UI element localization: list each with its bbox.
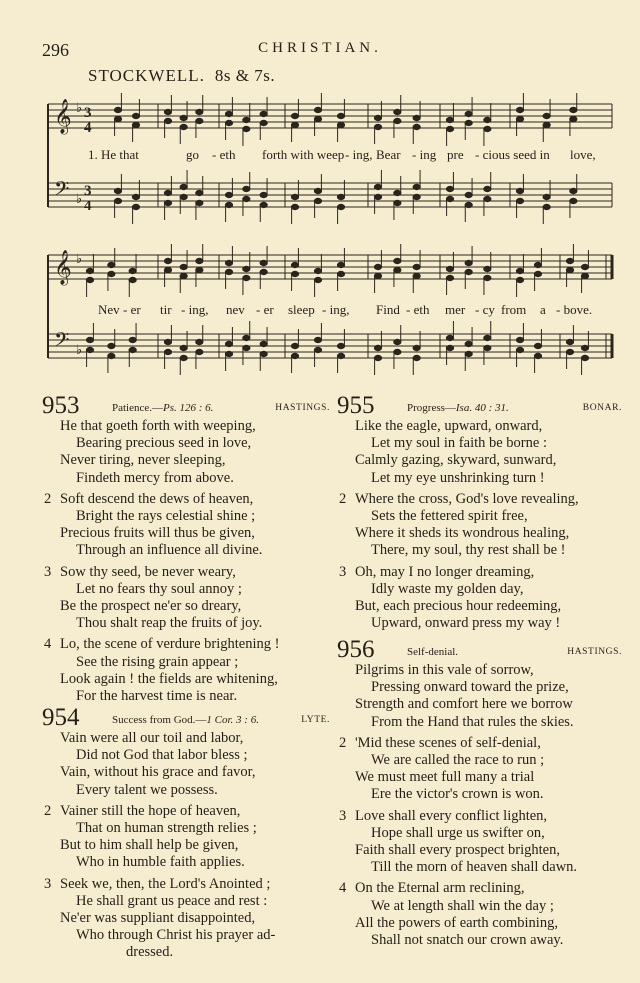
verse-line: Let no fears thy soul annoy ; bbox=[76, 580, 242, 597]
treble-clef: 𝄞 bbox=[54, 250, 72, 285]
hymn-number: 954 bbox=[42, 704, 80, 731]
verse-line: Vainer still the hope of heaven, bbox=[60, 802, 241, 819]
verse-line: Upward, onward press my way ! bbox=[371, 615, 561, 632]
note-head bbox=[243, 335, 250, 340]
verse-line: Idly waste my golden day, bbox=[371, 580, 524, 597]
lyric-syllable: - ing, bbox=[322, 302, 350, 317]
note-head bbox=[291, 194, 298, 199]
verse-line: We must meet full many a trial bbox=[355, 769, 535, 786]
note-head bbox=[581, 273, 588, 278]
verse-line: Findeth mercy from above. bbox=[76, 469, 234, 486]
note-head bbox=[394, 258, 401, 263]
lyric-syllable: tir bbox=[160, 302, 172, 317]
note-head bbox=[291, 204, 298, 209]
verse-line: Look again ! the fields are whitening, bbox=[60, 670, 278, 687]
verse-line: dressed. bbox=[126, 944, 174, 961]
verse-line: There, my soul, thy rest shall be ! bbox=[371, 542, 566, 559]
note-head bbox=[314, 116, 321, 121]
lyric-syllable: - ing, bbox=[345, 147, 373, 162]
verse-line: Seek we, then, the Lord's Anointed ; bbox=[60, 875, 271, 892]
note-head bbox=[243, 196, 250, 201]
note-head bbox=[516, 116, 523, 121]
verse-line: Ere the victor's crown is won. bbox=[371, 786, 544, 803]
lyric-syllable: - eth bbox=[406, 302, 430, 317]
verse-line: For the harvest time is near. bbox=[76, 688, 238, 704]
note-head bbox=[337, 262, 344, 267]
note-head bbox=[413, 345, 420, 350]
verse-line: But to him shall help be given, bbox=[60, 837, 239, 854]
note-head bbox=[484, 186, 491, 191]
lyric-syllable: mer bbox=[445, 302, 466, 317]
lyric-syllable: sleep bbox=[288, 302, 315, 317]
note-head bbox=[570, 198, 577, 203]
verse-line: Let my soul in faith be borne : bbox=[371, 435, 547, 452]
lyric-syllable: - bove. bbox=[556, 302, 593, 317]
hymn-author: LYTE. bbox=[301, 715, 330, 725]
note-head bbox=[534, 353, 541, 358]
note-head bbox=[394, 349, 401, 354]
note-head bbox=[225, 120, 232, 125]
note-head bbox=[394, 339, 401, 344]
hymn-number: 955 bbox=[337, 392, 375, 419]
tune-name: STOCKWELL. bbox=[88, 66, 205, 85]
note-head bbox=[374, 273, 381, 278]
note-head bbox=[129, 337, 136, 342]
hymn-author: HASTINGS. bbox=[275, 403, 330, 413]
note-head bbox=[516, 337, 523, 342]
note-head bbox=[337, 353, 344, 358]
note-head bbox=[314, 337, 321, 342]
verse-line: Soft descend the dews of heaven, bbox=[60, 490, 254, 507]
verse-line: All the powers of earth combining, bbox=[355, 914, 558, 931]
note-head bbox=[86, 337, 93, 342]
note-head bbox=[374, 124, 381, 129]
note-head bbox=[413, 264, 420, 269]
note-head bbox=[260, 269, 267, 274]
note-head bbox=[446, 275, 453, 280]
note-head bbox=[337, 122, 344, 127]
verse-line: Who in humble faith applies. bbox=[76, 854, 245, 871]
note-head bbox=[394, 118, 401, 123]
note-head bbox=[291, 122, 298, 127]
note-head bbox=[534, 262, 541, 267]
note-head bbox=[374, 345, 381, 350]
lyric-syllable: love, bbox=[570, 147, 596, 162]
note-head bbox=[484, 335, 491, 340]
note-head bbox=[413, 124, 420, 129]
lyric-syllable: forth with weep bbox=[262, 147, 345, 162]
verse-line: Be the prospect ne'er so dreary, bbox=[60, 598, 242, 614]
note-head bbox=[225, 269, 232, 274]
note-head bbox=[164, 267, 171, 272]
note-head bbox=[374, 184, 381, 189]
note-head bbox=[484, 117, 491, 122]
note-head bbox=[114, 198, 121, 203]
note-head bbox=[243, 345, 250, 350]
note-head bbox=[465, 192, 472, 197]
note-head bbox=[196, 109, 203, 114]
note-head bbox=[516, 277, 523, 282]
note-head bbox=[164, 258, 171, 263]
verse-line: That on human strength relies ; bbox=[76, 820, 257, 836]
note-head bbox=[465, 120, 472, 125]
note-head bbox=[534, 271, 541, 276]
note-head bbox=[86, 347, 93, 352]
hymn-author: BONAR. bbox=[582, 403, 622, 413]
verse-line: Precious fruits will thus be given, bbox=[60, 525, 255, 542]
verse-line: Did not God that labor bless ; bbox=[76, 747, 248, 764]
verse-number: 3 bbox=[44, 563, 52, 580]
note-head bbox=[465, 260, 472, 265]
note-head bbox=[291, 113, 298, 118]
lyric-syllable: go bbox=[186, 147, 199, 162]
verse-number: 3 bbox=[339, 563, 347, 580]
lyric-syllable: pre bbox=[447, 147, 464, 162]
note-head bbox=[484, 266, 491, 271]
note-head bbox=[413, 115, 420, 120]
flat-sign: ♭ bbox=[76, 191, 83, 206]
note-head bbox=[374, 194, 381, 199]
note-head bbox=[581, 355, 588, 360]
verse-number: 2 bbox=[339, 490, 347, 507]
verse-line: Like the eagle, upward, onward, bbox=[355, 418, 543, 434]
note-head bbox=[225, 351, 232, 356]
note-head bbox=[465, 111, 472, 116]
verse-line: Lo, the scene of verdure brightening ! bbox=[60, 636, 280, 653]
verse-line: Till the morn of heaven shall dawn. bbox=[371, 859, 578, 876]
hymn-topic: Self-denial. bbox=[407, 646, 459, 658]
lyric-syllable: - er bbox=[256, 302, 274, 317]
note-head bbox=[164, 109, 171, 114]
note-head bbox=[132, 204, 139, 209]
note-head bbox=[225, 260, 232, 265]
note-head bbox=[413, 355, 420, 360]
verse-line: He that goeth forth with weeping, bbox=[60, 418, 256, 434]
verse-line: Hope shall urge us swifter on, bbox=[371, 824, 545, 841]
note-head bbox=[516, 268, 523, 273]
note-head bbox=[446, 335, 453, 340]
note-head bbox=[484, 126, 491, 131]
hymn-topic: Progress— bbox=[407, 402, 456, 414]
note-head bbox=[314, 347, 321, 352]
note-head bbox=[108, 343, 115, 348]
note-head bbox=[516, 188, 523, 193]
flat-sign: ♭ bbox=[76, 100, 83, 115]
verse-line: Through an influence all divine. bbox=[76, 542, 263, 559]
verse-line: See the rising grain appear ; bbox=[76, 653, 239, 670]
lyric-syllable: - ing, bbox=[181, 302, 209, 317]
verse-line: Thou shalt reap the fruits of joy. bbox=[76, 615, 263, 632]
note-head bbox=[566, 349, 573, 354]
note-head bbox=[260, 111, 267, 116]
note-head bbox=[86, 277, 93, 282]
hymn-title bbox=[407, 402, 509, 414]
note-head bbox=[164, 339, 171, 344]
hymn-topic: Patience.— bbox=[112, 402, 164, 414]
note-head bbox=[243, 275, 250, 280]
note-head bbox=[465, 351, 472, 356]
bass-clef: 𝄢 bbox=[54, 328, 70, 356]
time-signature-bottom: 4 bbox=[84, 198, 92, 214]
flat-sign: ♭ bbox=[76, 251, 83, 266]
note-head bbox=[484, 345, 491, 350]
note-head bbox=[196, 349, 203, 354]
verse-line: We are called the race to run ; bbox=[371, 752, 545, 768]
note-head bbox=[180, 184, 187, 189]
note-head bbox=[225, 341, 232, 346]
note-head bbox=[114, 116, 121, 121]
verse-line: Strength and comfort here we borrow bbox=[355, 696, 573, 713]
note-head bbox=[291, 262, 298, 267]
note-head bbox=[225, 202, 232, 207]
note-head bbox=[260, 260, 267, 265]
note-head bbox=[180, 115, 187, 120]
note-head bbox=[164, 118, 171, 123]
verse-line: Pressing onward toward the prize, bbox=[371, 679, 569, 696]
verse-line: Love shall every conflict lighten, bbox=[355, 807, 548, 824]
note-head bbox=[196, 258, 203, 263]
time-signature-top: 3 bbox=[84, 105, 92, 121]
note-head bbox=[196, 339, 203, 344]
lyric-syllable: Find bbox=[376, 302, 400, 317]
verse-line: Let my eye unshrinking turn ! bbox=[371, 469, 545, 486]
note-head bbox=[291, 353, 298, 358]
verse-number: 4 bbox=[339, 880, 347, 897]
note-head bbox=[291, 343, 298, 348]
note-head bbox=[581, 345, 588, 350]
hymn-number: 953 bbox=[42, 392, 80, 419]
lyric-syllable: from bbox=[501, 302, 527, 317]
lyric-syllable: Bear bbox=[376, 147, 401, 162]
tune-meter: 8s & 7s. bbox=[214, 66, 276, 85]
note-head bbox=[337, 204, 344, 209]
note-head bbox=[260, 351, 267, 356]
page-number: 296 bbox=[42, 40, 69, 60]
note-head bbox=[114, 107, 121, 112]
note-head bbox=[314, 198, 321, 203]
verse-line: Bearing precious seed in love, bbox=[76, 435, 252, 452]
verse-line: Bright the rays celestial shine ; bbox=[76, 508, 256, 524]
verse-line: Pilgrims in this vale of sorrow, bbox=[355, 662, 534, 678]
note-head bbox=[534, 343, 541, 348]
verse-line: Calmly gazing, skyward, sunward, bbox=[355, 452, 557, 469]
note-head bbox=[570, 116, 577, 121]
verse-number: 3 bbox=[44, 875, 52, 892]
note-head bbox=[446, 186, 453, 191]
note-head bbox=[465, 202, 472, 207]
note-head bbox=[394, 109, 401, 114]
note-head bbox=[196, 267, 203, 272]
lyric-syllable: - eth bbox=[212, 147, 236, 162]
verse-line: Vain were all our toil and labor, bbox=[60, 730, 244, 746]
verse-line: From the Hand that rules the skies. bbox=[371, 713, 574, 730]
note-head bbox=[374, 115, 381, 120]
verse-number: 2 bbox=[44, 490, 52, 507]
verse-line: But, each precious hour redeeming, bbox=[355, 598, 562, 614]
hymn-title bbox=[112, 402, 213, 414]
note-head bbox=[413, 194, 420, 199]
note-head bbox=[243, 266, 250, 271]
note-head bbox=[337, 343, 344, 348]
hymn-scripture-ref: 1 Cor. 3 : 6. bbox=[206, 714, 259, 726]
note-head bbox=[225, 192, 232, 197]
note-head bbox=[465, 269, 472, 274]
note-head bbox=[446, 345, 453, 350]
verse-line: Who through Christ his prayer ad- bbox=[76, 927, 276, 944]
note-head bbox=[260, 120, 267, 125]
verse-line: Every talent we possess. bbox=[76, 781, 218, 798]
verse-line: We at length shall win the day ; bbox=[371, 897, 554, 914]
note-head bbox=[260, 341, 267, 346]
note-head bbox=[291, 271, 298, 276]
verse-number: 2 bbox=[44, 802, 52, 819]
verse-line: Shall not snatch our crown away. bbox=[371, 932, 564, 948]
hymn-scripture-ref: Isa. 40 : 31. bbox=[455, 402, 509, 414]
hymn-title bbox=[112, 714, 259, 726]
verse-number: 3 bbox=[339, 807, 347, 824]
note-head bbox=[196, 118, 203, 123]
hymn-author: HASTINGS. bbox=[567, 647, 622, 657]
note-head bbox=[394, 200, 401, 205]
note-head bbox=[164, 200, 171, 205]
note-head bbox=[570, 107, 577, 112]
note-head bbox=[446, 196, 453, 201]
note-head bbox=[570, 188, 577, 193]
lyric-syllable: Nev bbox=[98, 302, 120, 317]
note-head bbox=[446, 117, 453, 122]
flat-sign: ♭ bbox=[76, 342, 83, 357]
note-head bbox=[180, 355, 187, 360]
hymn-scripture-ref: Ps. 126 : 6. bbox=[163, 402, 214, 414]
hymn-topic: Success from God.— bbox=[112, 714, 207, 726]
hymn-number: 956 bbox=[337, 636, 375, 663]
note-head bbox=[108, 353, 115, 358]
note-head bbox=[180, 124, 187, 129]
lyric-syllable: a bbox=[540, 302, 546, 317]
note-head bbox=[260, 192, 267, 197]
verse-number: 2 bbox=[339, 734, 347, 751]
hymn-title bbox=[407, 646, 458, 658]
verse-line: Faith shall every prospect brighten, bbox=[355, 842, 560, 858]
music-score bbox=[0, 0, 640, 380]
note-head bbox=[413, 184, 420, 189]
verse-line: Sow thy seed, be never weary, bbox=[60, 563, 236, 580]
verse-line: 'Mid these scenes of self-denial, bbox=[355, 734, 541, 751]
note-head bbox=[196, 190, 203, 195]
note-head bbox=[446, 266, 453, 271]
note-head bbox=[180, 273, 187, 278]
lyric-syllable: - cy bbox=[475, 302, 495, 317]
verse-line: On the Eternal arm reclining, bbox=[355, 880, 525, 897]
note-head bbox=[314, 277, 321, 282]
note-head bbox=[566, 267, 573, 272]
note-head bbox=[196, 200, 203, 205]
note-head bbox=[225, 111, 232, 116]
time-signature-bottom: 3 bbox=[84, 183, 92, 199]
note-head bbox=[394, 267, 401, 272]
lyric-syllable: 1. He that bbox=[88, 147, 139, 162]
note-head bbox=[516, 347, 523, 352]
note-head bbox=[581, 264, 588, 269]
verse-line: Vain, without his grace and favor, bbox=[60, 764, 256, 781]
note-head bbox=[543, 113, 550, 118]
note-head bbox=[108, 262, 115, 267]
note-head bbox=[180, 194, 187, 199]
note-head bbox=[484, 275, 491, 280]
note-head bbox=[394, 190, 401, 195]
verse-line: Oh, may I no longer dreaming, bbox=[355, 563, 535, 580]
note-head bbox=[337, 271, 344, 276]
note-head bbox=[314, 188, 321, 193]
note-head bbox=[566, 258, 573, 263]
verse-line: He shall grant us peace and rest : bbox=[76, 892, 268, 909]
note-head bbox=[132, 122, 139, 127]
verse-number: 4 bbox=[44, 636, 52, 653]
verse-line: Where the cross, God's love revealing, bbox=[355, 490, 579, 507]
note-head bbox=[516, 107, 523, 112]
note-head bbox=[132, 113, 139, 118]
note-head bbox=[114, 188, 121, 193]
note-head bbox=[132, 194, 139, 199]
note-head bbox=[314, 268, 321, 273]
verse-line: Never tiring, never sleeping, bbox=[60, 452, 226, 469]
note-head bbox=[543, 204, 550, 209]
note-head bbox=[337, 113, 344, 118]
note-head bbox=[164, 349, 171, 354]
note-head bbox=[413, 273, 420, 278]
note-head bbox=[243, 117, 250, 122]
lyric-syllable: - cious seed in bbox=[475, 147, 550, 162]
note-head bbox=[180, 264, 187, 269]
note-head bbox=[86, 268, 93, 273]
note-head bbox=[180, 345, 187, 350]
lyric-syllable: - er bbox=[123, 302, 141, 317]
verse-line: Ne'er was suppliant disappointed, bbox=[60, 910, 256, 926]
verse-line: Where it sheds its wondrous healing, bbox=[355, 525, 570, 542]
note-head bbox=[129, 347, 136, 352]
note-head bbox=[374, 264, 381, 269]
note-head bbox=[129, 277, 136, 282]
note-head bbox=[314, 107, 321, 112]
note-head bbox=[566, 339, 573, 344]
note-head bbox=[543, 122, 550, 127]
bass-clef: 𝄢 bbox=[54, 177, 70, 205]
note-head bbox=[484, 196, 491, 201]
lyric-syllable: - ing bbox=[412, 147, 437, 162]
note-head bbox=[465, 341, 472, 346]
lyric-syllable: nev bbox=[226, 302, 245, 317]
note-head bbox=[543, 194, 550, 199]
note-head bbox=[446, 126, 453, 131]
note-head bbox=[374, 355, 381, 360]
note-head bbox=[516, 198, 523, 203]
note-head bbox=[337, 194, 344, 199]
note-head bbox=[108, 271, 115, 276]
time-signature-top: 4 bbox=[84, 120, 92, 136]
note-head bbox=[164, 190, 171, 195]
note-head bbox=[243, 186, 250, 191]
note-head bbox=[260, 202, 267, 207]
verse-line: Sets the fettered spirit free, bbox=[371, 508, 528, 524]
running-head: CHRISTIAN. bbox=[258, 40, 382, 56]
note-head bbox=[243, 126, 250, 131]
treble-clef: 𝄞 bbox=[54, 99, 72, 134]
note-head bbox=[129, 268, 136, 273]
